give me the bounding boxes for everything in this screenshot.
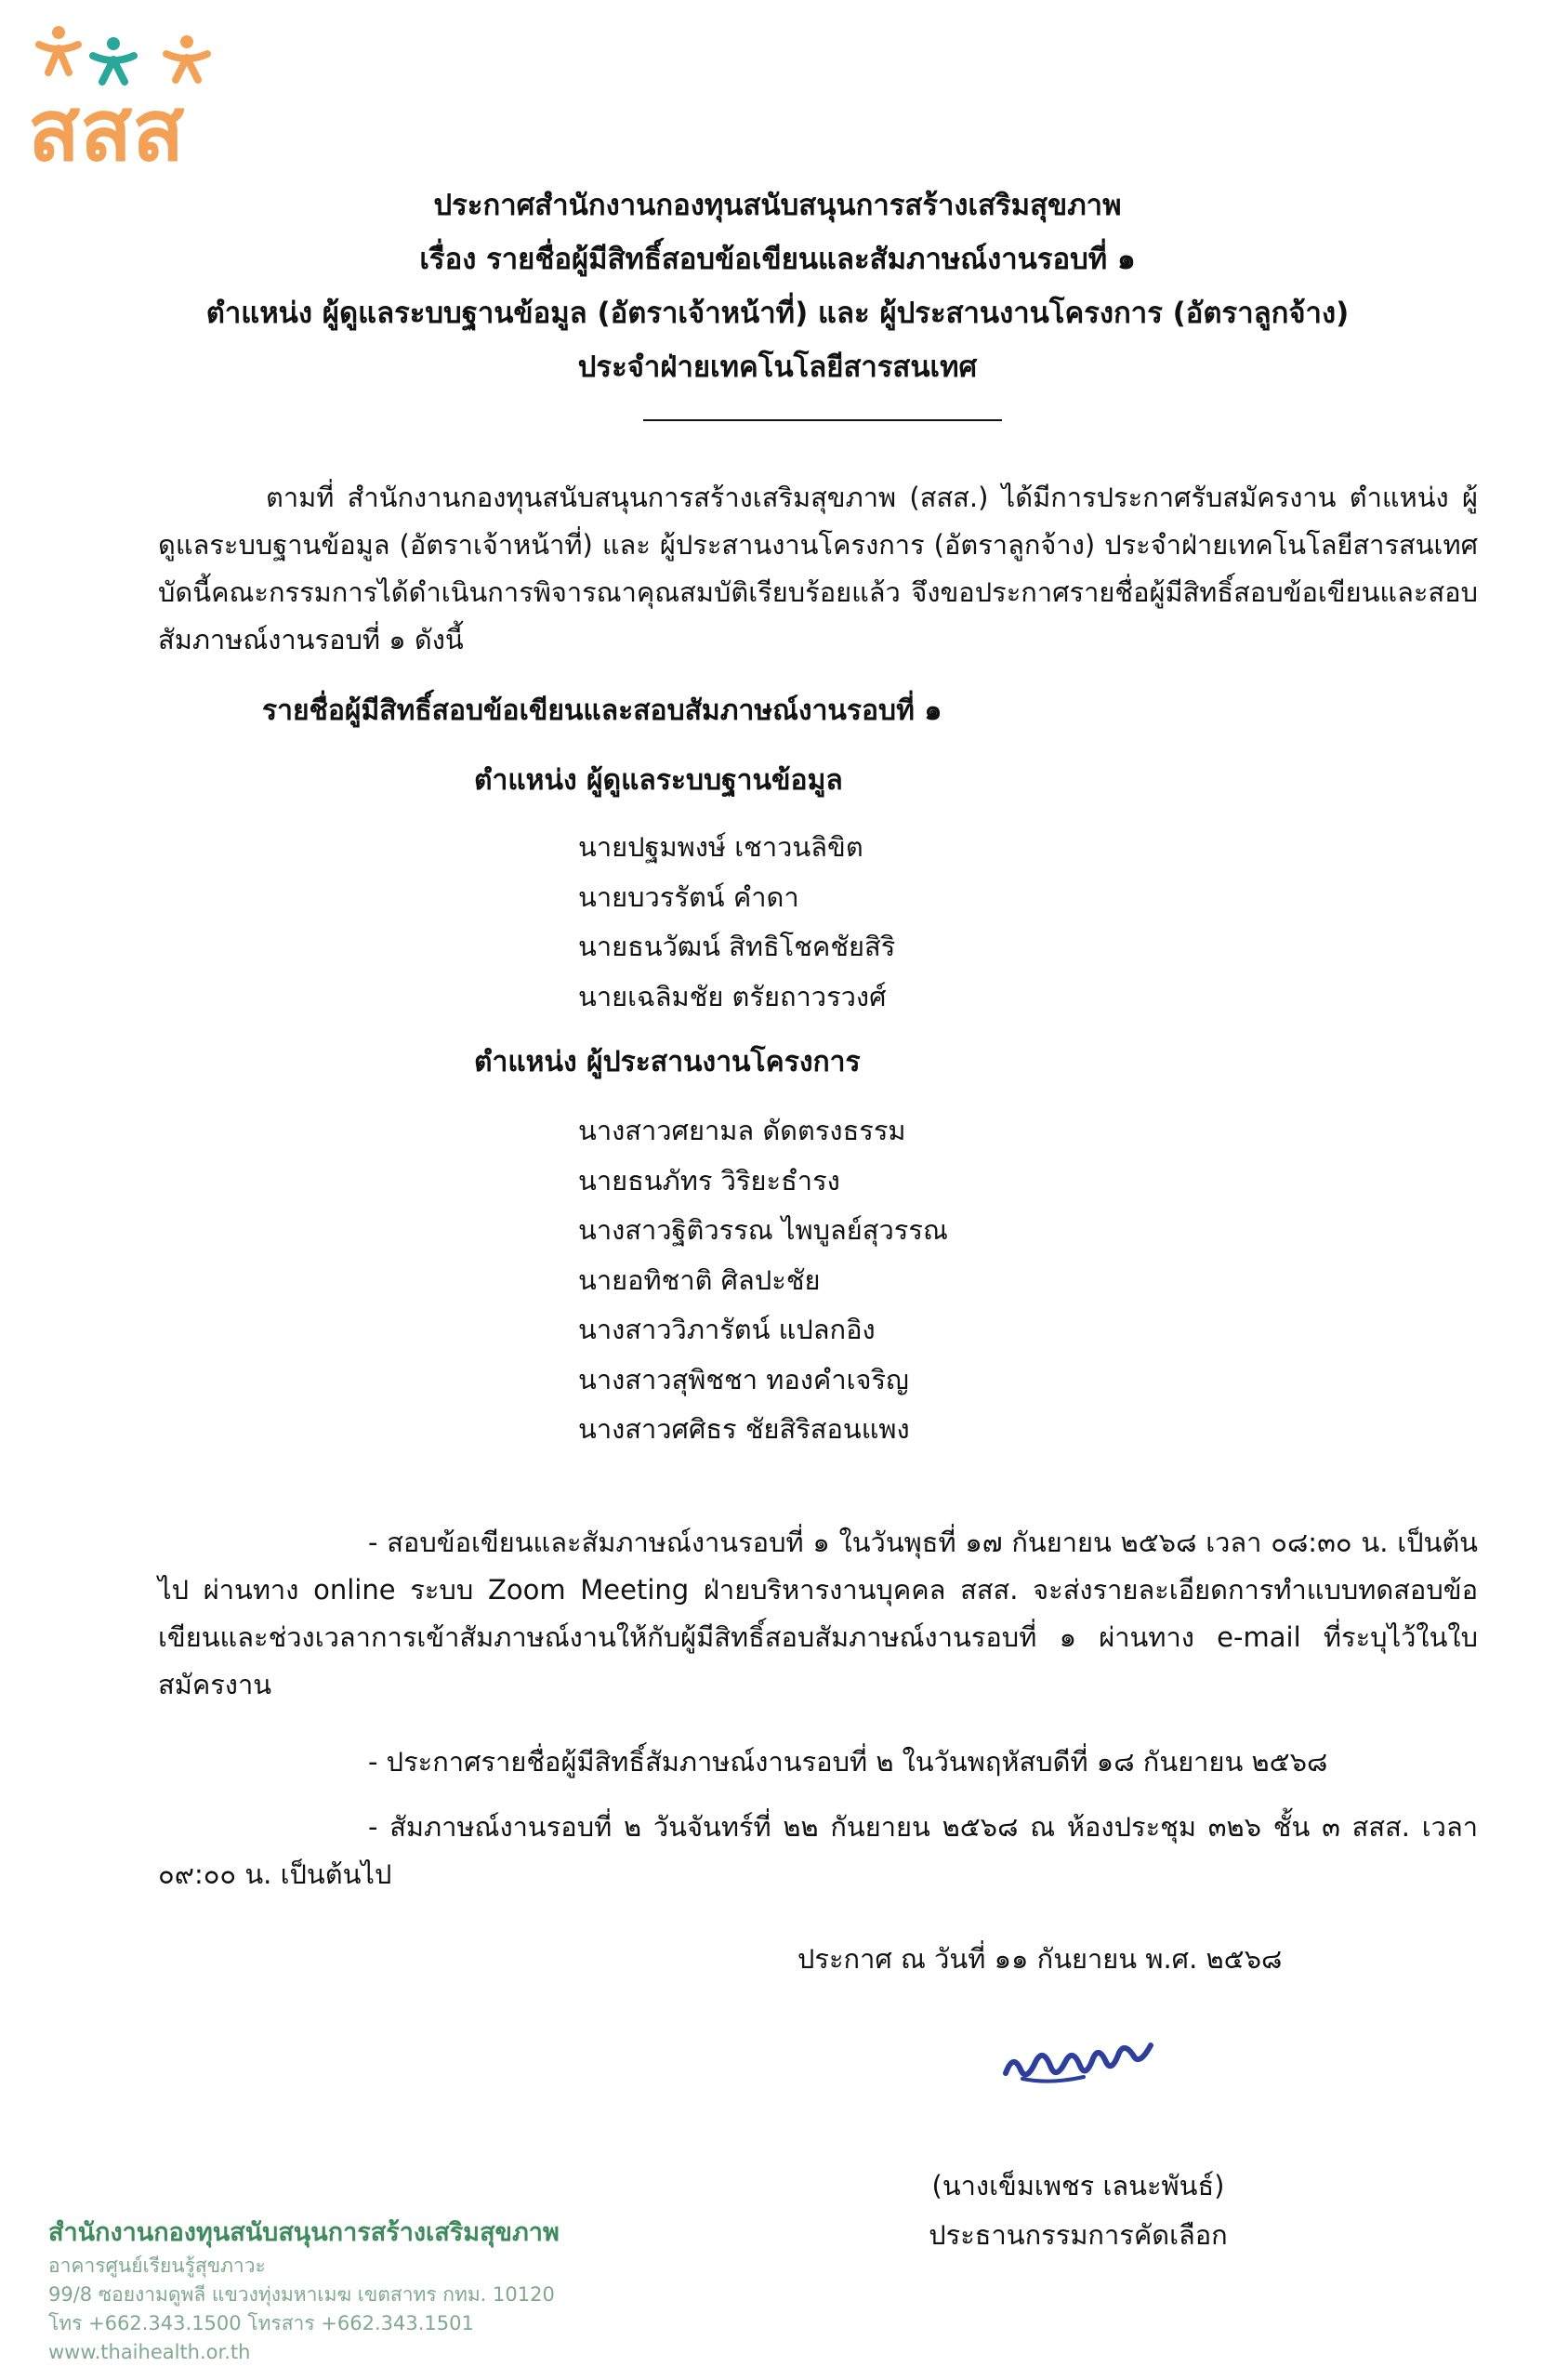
position-title-database-admin: ตำแหน่ง ผู้ดูแลระบบฐานข้อมูล [474, 764, 843, 797]
candidate-name: นายธนวัฒน์ สิทธิโชคชัยสิริ [578, 931, 896, 962]
candidate-name: นางสาวศยามล ดัดตรงธรรม [578, 1115, 906, 1146]
thaihealth-logo [28, 20, 270, 169]
signer-name: (นางเข็มเพชร เลนะพันธ์) [931, 2170, 1225, 2202]
title-line-3: ตำแหน่ง ผู้ดูแลระบบฐานข้อมูล (อัตราเจ้าหน้าที่) และ ผู้ประสานงานโครงการ (อัตราลูกจ้าง) [205, 297, 1350, 330]
candidate-name: นางสาวสุพิชชา ทองคำเจริญ [578, 1363, 909, 1395]
intro-paragraph: ตามที่ สำนักงานกองทุนสนับสนุนการสร้างเสริมสุขภาพ (สสส.) ได้มีการประกาศรับสมัครงาน ตำแหน่ง ผู้ดูแลระบบฐานข้อมูล (อัตราเจ้าหน้าที่) และ ผู้ประสานงานโครงการ (อัตราลูกจ้าง) ประจำฝ่ายเทคโนโลยีสารสนเทศ บัดนี้คณะกรรมการได้ดำเนินการพิจารณาคุณสมบัติเรียบร้อยแล้ว จึงขอประกาศรายชื่อผู้มีสิทธิ์สอบข้อเขียนและสอบสัมภาษณ์งานรอบที่ ๑ ดังนี้ [158, 482, 1478, 655]
footer-building: อาคารศูนย์เรียนรู้สุขภาวะ [48, 2254, 266, 2277]
title-divider [643, 419, 1002, 421]
footer-phone: โทร +662.343.1500 โทรสาร +662.343.1501 [48, 2312, 474, 2334]
title-line-2: เรื่อง รายชื่อผู้มีสิทธิ์สอบข้อเขียนและสัมภาษณ์งานรอบที่ ๑ [419, 243, 1136, 276]
announcement-date: ประกาศ ณ วันที่ ๑๑ กันยายน พ.ศ. ๒๕๖๘ [797, 1943, 1283, 1975]
candidate-name: นางสาวฐิติวรรณ ไพบูลย์สุวรรณ [578, 1214, 948, 1246]
schedule-item-round2-interview: - สัมภาษณ์งานรอบที่ ๒ วันจันทร์ที่ ๒๒ กันยายน ๒๕๖๘ ณ ห้องประชุม ๓๒๖ ชั้น ๓ สสส. เวลา ๐๙:๐๐ น. เป็นต้นไป [158, 1811, 1478, 1890]
candidate-name: นายปฐมพงษ์ เชาวนลิขิต [578, 831, 863, 863]
logo-text: สสส [28, 81, 185, 169]
candidate-name: นางสาวศศิธร ชัยสิริสอนแพง [578, 1413, 910, 1445]
footer-org-name: สำนักงานกองทุนสนับสนุนการสร้างเสริมสุขภาพ [48, 2218, 560, 2247]
candidate-list-database-admin [578, 823, 895, 1022]
signer-block [874, 2162, 1283, 2260]
announcement-title [0, 178, 1555, 394]
candidate-name: นายเฉลิมชัย ตรัยถาวรวงศ์ [578, 980, 887, 1012]
candidate-name: นายอทิชาติ ศิลปะชัย [578, 1263, 821, 1296]
footer-contact [48, 2215, 560, 2367]
logo-figures-icon [39, 26, 207, 82]
footer-website: www.thaihealth.or.th [48, 2341, 251, 2363]
candidate-name: นายบวรรัตน์ คำดา [578, 880, 799, 913]
title-line-1: ประกาศสำนักงานกองทุนสนับสนุนการสร้างเสริมสุขภาพ [433, 189, 1122, 222]
footer-address: 99/8 ซอยงามดูพลี แขวงทุ่งมหาเมฆ เขตสาทร กทม. 10120 [48, 2283, 555, 2306]
title-line-4: ประจำฝ่ายเทคโนโลยีสารสนเทศ [577, 350, 978, 384]
signature-image [995, 2025, 1162, 2109]
logo-graphic [28, 20, 270, 169]
schedule-item-round2-announcement: - ประกาศรายชื่อผู้มีสิทธิ์สัมภาษณ์งานรอบที่ ๒ ในวันพฤหัสบดีที่ ๑๘ กันยายน ๒๕๖๘ [368, 1746, 1328, 1778]
candidate-name: นายธนภัทร วิริยะธำรง [578, 1164, 840, 1197]
schedule-item-written-exam: - สอบข้อเขียนและสัมภาษณ์งานรอบที่ ๑ ในวันพุธที่ ๑๗ กันยายน ๒๕๖๘ เวลา ๐๘:๓๐ น. เป็นต้นไป ผ่านทาง online ระบบ Zoom Meeting ฝ่ายบริหารงานบุคคล สสส. จะส่งรายละเอียดการทำแบบทดสอบข้อเขียนและช่วงเวลาการเข้าสัมภาษณ์งานให้กับผู้มีสิทธิ์สอบสัมภาษณ์งานรอบที่ ๑ ผ่านทาง e-mail ที่ระบุไว้ในใบสมัครงาน [158, 1527, 1478, 1700]
candidate-list-heading: รายชื่อผู้มีสิทธิ์สอบข้อเขียนและสอบสัมภาษณ์งานรอบที่ ๑ [262, 694, 942, 727]
position-title-project-coordinator: ตำแหน่ง ผู้ประสานงานโครงการ [474, 1046, 861, 1078]
signature-icon [995, 2025, 1162, 2109]
signer-role: ประธานกรรมการคัดเลือก [929, 2219, 1228, 2251]
candidate-list-project-coordinator [578, 1106, 948, 1455]
candidate-name: นางสาววิภารัตน์ แปลกอิง [578, 1314, 876, 1345]
